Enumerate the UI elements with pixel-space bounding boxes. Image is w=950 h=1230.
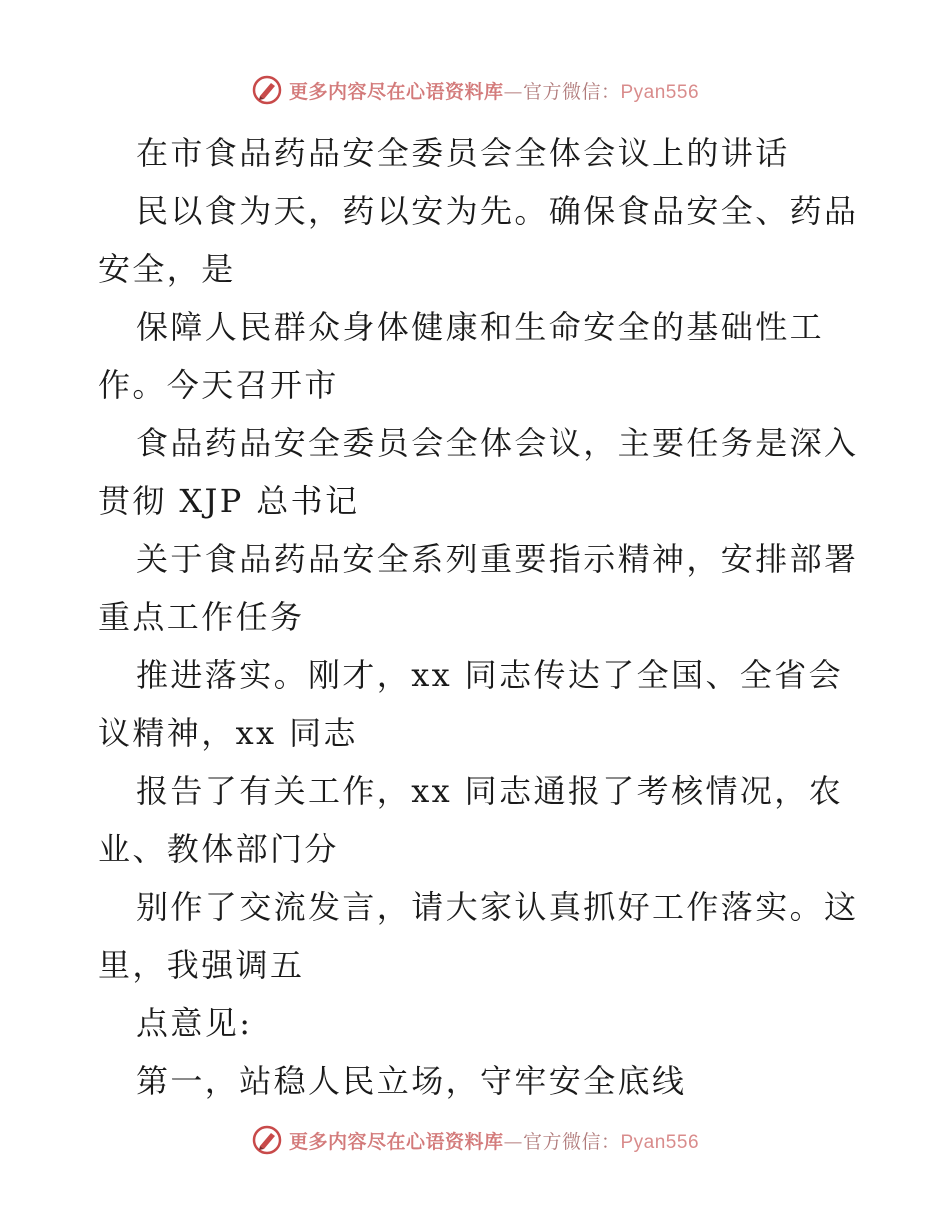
watermark-main: 更多内容尽在心语资料库 bbox=[288, 1130, 504, 1153]
watermark-text bbox=[289, 77, 699, 104]
paragraph-line: 关于食品药品安全系列重要指示精神，安排部署 bbox=[136, 540, 859, 578]
paragraph-line: 业、教体部门分 bbox=[98, 830, 339, 868]
paragraph-line: 安全，是 bbox=[98, 250, 236, 288]
paragraph-line: 民以食为天，药以安为先。确保食品安全、药品 bbox=[136, 192, 859, 230]
paragraph-line: 贯彻 XJP 总书记 bbox=[98, 482, 360, 520]
footer-watermark bbox=[0, 1120, 950, 1160]
paragraph-line: 报告了有关工作，xx 同志通报了考核情况，农 bbox=[136, 772, 844, 810]
watermark-sub: 官方微信： bbox=[522, 80, 621, 103]
pen-circle-logo-icon bbox=[251, 74, 283, 106]
header-watermark bbox=[0, 70, 950, 110]
watermark-id: Pyan556 bbox=[620, 81, 700, 103]
paragraph-line: 食品药品安全委员会全体会议，主要任务是深入 bbox=[136, 424, 859, 462]
document-title: 在市食品药品安全委员会全体会议上的讲话 bbox=[136, 134, 790, 172]
paragraph-line: 里，我强调五 bbox=[98, 946, 305, 984]
document-body bbox=[98, 124, 868, 1110]
watermark-sub: 官方微信： bbox=[522, 1130, 621, 1153]
watermark-dash: — bbox=[503, 1130, 523, 1153]
watermark-dash: — bbox=[503, 80, 523, 103]
paragraph-line: 议精神，xx 同志 bbox=[98, 714, 358, 752]
watermark-id: Pyan556 bbox=[620, 1131, 700, 1153]
paragraph-line: 别作了交流发言，请大家认真抓好工作落实。这 bbox=[136, 888, 859, 926]
paragraph-line: 重点工作任务 bbox=[98, 598, 305, 636]
paragraph-line: 点意见: bbox=[136, 1004, 253, 1042]
watermark-main: 更多内容尽在心语资料库 bbox=[288, 80, 504, 103]
paragraph-line: 保障人民群众身体健康和生命安全的基础性工 bbox=[136, 308, 825, 346]
watermark-text bbox=[289, 1127, 699, 1154]
pen-circle-logo-icon bbox=[251, 1124, 283, 1156]
section-heading: 第一，站稳人民立场，守牢安全底线 bbox=[136, 1062, 687, 1100]
paragraph-line: 作。今天召开市 bbox=[98, 366, 339, 404]
paragraph-line: 推进落实。刚才，xx 同志传达了全国、全省会 bbox=[136, 656, 844, 694]
